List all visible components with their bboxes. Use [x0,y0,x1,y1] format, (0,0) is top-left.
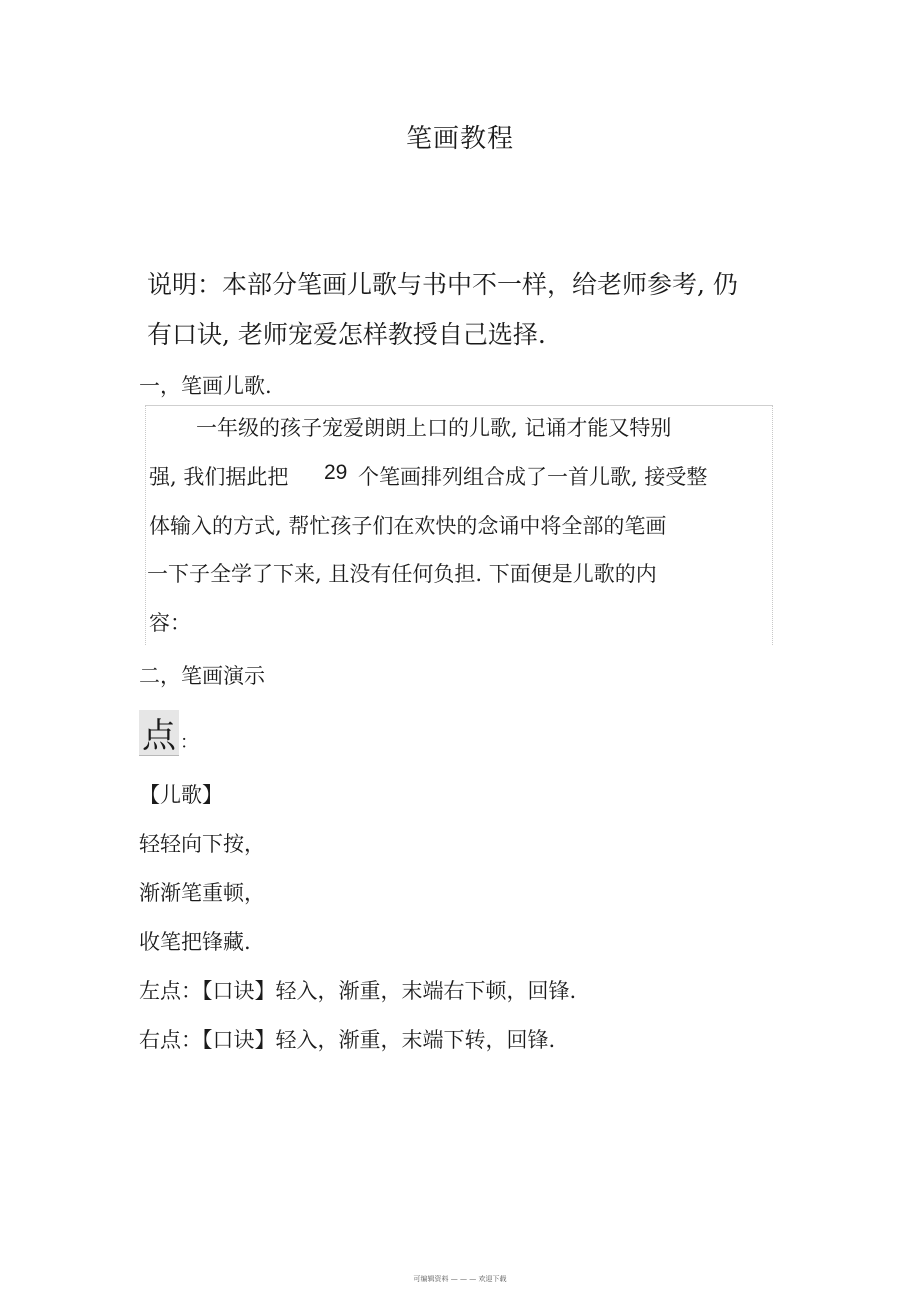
rule-left-dot: 左点：【口诀】轻入，渐重，末端右下顿，回锋. [139,979,577,1003]
song-label: 【儿歌】 [139,783,223,807]
song-line-1: 轻轻向下按， [139,832,265,856]
document-title: 笔画教程 [405,124,514,154]
page-footer: 可编辑资料 — — — 欢迎下载 [413,1275,507,1283]
song-line-2: 渐渐笔重顿， [139,881,265,905]
song-line-3: 收笔把锋藏. [139,930,251,954]
section-heading-demo: 二，笔画演示 [139,664,265,688]
intro-line-4: 一下子全学了下来, 且没有任何负担. 下面便是儿歌的内 [147,562,657,586]
section-heading-songs: 一，笔画儿歌. [139,374,272,398]
stroke-character-box [139,710,179,756]
stroke-colon: ： [180,732,198,753]
intro-line-1: 一年级的孩子宠爱朗朗上口的儿歌, 记诵才能又特别 [196,416,672,440]
stroke-character: 点 [142,716,176,756]
intro-line-5: 容： [149,611,191,635]
intro-line-2-number: 29 [324,461,348,484]
note-line-1: 说明：本部分笔画儿歌与书中不一样，给老师参考, 仍 [147,270,738,299]
intro-line-2a: 强, 我们据此把 [149,465,289,489]
intro-text-box [145,405,773,645]
intro-line-3: 体输入的方式, 帮忙孩子们在欢快的念诵中将全部的笔画 [149,514,667,538]
note-line-2: 有口诀, 老师宠爱怎样教授自己选择. [147,320,546,349]
intro-line-2b: 个笔画排列组合成了一首儿歌, 接受整 [358,465,708,489]
rule-right-dot: 右点：【口诀】轻入，渐重，末端下转，回锋. [139,1028,556,1052]
